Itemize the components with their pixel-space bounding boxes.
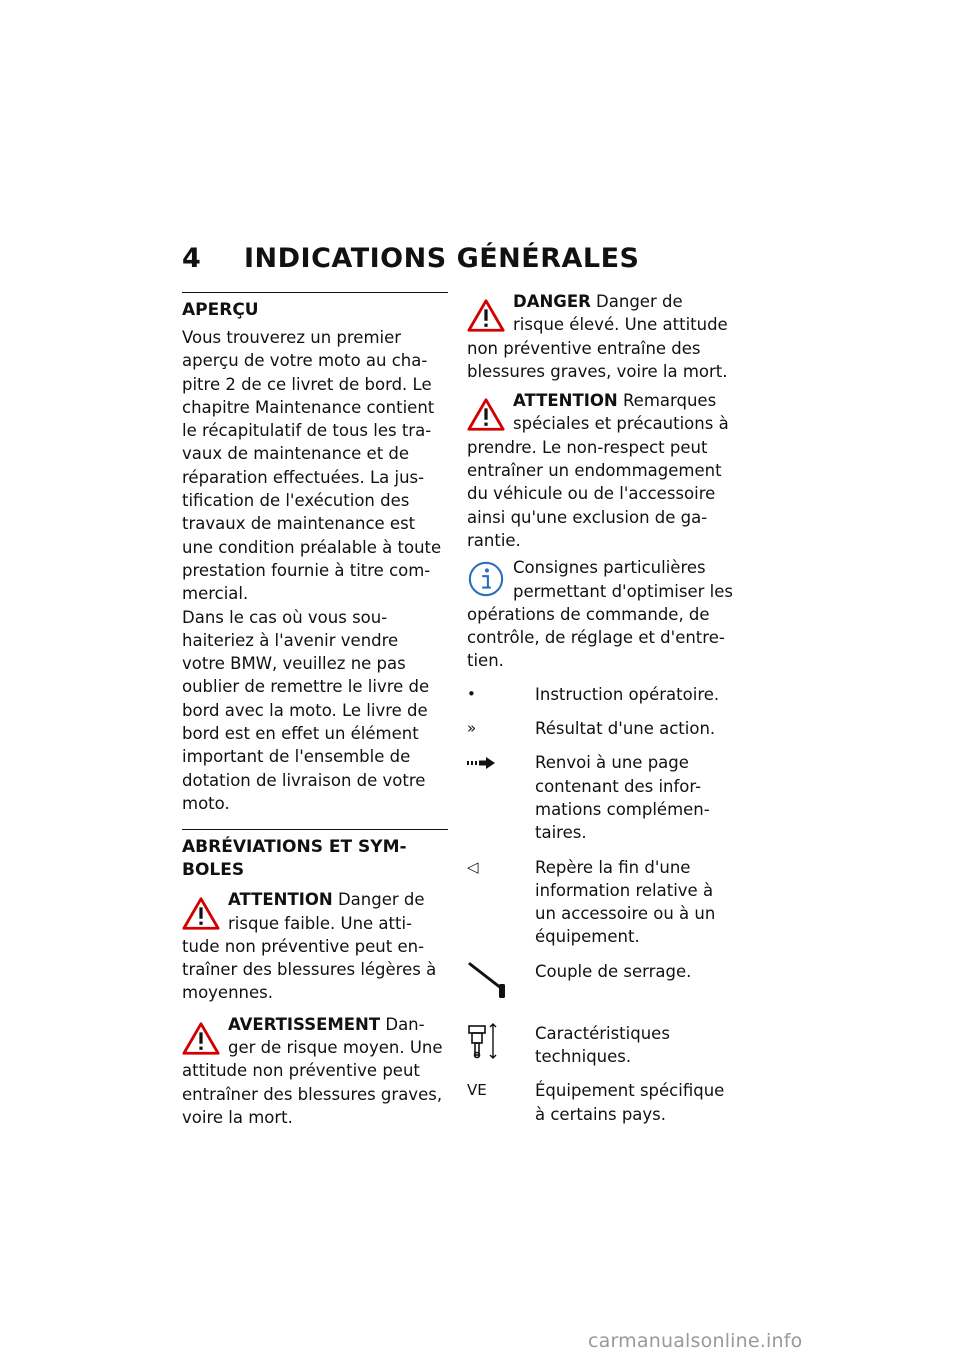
text-line: haiteriez à l'avenir vendre: [182, 630, 399, 650]
warning-triangle-icon: [467, 298, 505, 334]
symbol-description: [535, 1022, 737, 1069]
text-line: mations complémen-: [535, 799, 710, 819]
avertissement-notice: [182, 1013, 448, 1129]
notice-body: [467, 436, 737, 552]
text-line: le récapitulatif de tous les tra-: [182, 421, 432, 441]
text-line: du véhicule ou de l'accessoire: [467, 484, 716, 504]
info-notice: [467, 556, 737, 672]
notice-label: ATTENTION: [513, 391, 618, 411]
notice-body: [467, 337, 737, 384]
attention-notice: [467, 389, 737, 552]
torque-wrench-icon: [467, 960, 535, 1000]
text-line: bord avec la moto. Le livre de: [182, 700, 428, 720]
text-line: Renvoi à une page: [535, 753, 689, 773]
text-line: contrôle, de réglage et d'entre-: [467, 628, 725, 648]
text-line: équipement.: [535, 927, 640, 947]
danger-notice: [467, 290, 737, 383]
symbol-description: [535, 856, 737, 949]
notice-text: risque élevé. Une attitude: [513, 315, 728, 335]
text-line: traîner des blessures légères à: [182, 960, 437, 980]
text-line: important de l'ensemble de: [182, 747, 411, 767]
warning-triangle-icon: [467, 397, 505, 433]
text-line: dotation de livraison de votre: [182, 770, 426, 790]
text-line: bord est en effet un élément: [182, 724, 419, 744]
text-line: rantie.: [467, 530, 521, 550]
bullet-icon: •: [467, 684, 476, 703]
symbol-row: [467, 1079, 737, 1126]
text-line: Équipement spécifique: [535, 1081, 725, 1101]
text-line: taires.: [535, 823, 587, 843]
text-line: pitre 2 de ce livret de bord. Le: [182, 374, 432, 394]
chapter-title: INDICATIONS GÉNÉRALES: [244, 243, 640, 274]
symbol-description: [535, 717, 737, 740]
notice-body: [182, 1059, 448, 1129]
heading-line: ABRÉVIATIONS ET SYM-: [182, 837, 407, 858]
notice-text: Danger de: [337, 890, 425, 910]
symbol-description: [535, 960, 737, 1000]
notice-text: Remarques: [622, 391, 717, 411]
text-line: réparation effectuées. La jus-: [182, 467, 425, 487]
symbol-description: [535, 683, 737, 706]
warning-triangle-icon: [182, 896, 220, 932]
page-reference-arrow-icon: [467, 751, 535, 844]
page-title: [182, 243, 782, 274]
text-line: tification de l'exécution des: [182, 491, 410, 511]
text-line: opérations de commande, de: [467, 604, 710, 624]
text-line: ainsi qu'une exclusion de ga-: [467, 507, 708, 527]
symbol-description: [535, 751, 737, 844]
text-line: blessures graves, voire la mort.: [467, 361, 728, 381]
text-line: contenant des infor-: [535, 776, 702, 796]
apercu-paragraph-2: [182, 606, 448, 816]
symbol-row: [467, 1022, 737, 1069]
left-column: [182, 292, 448, 1133]
chapter-number: 4: [182, 243, 202, 274]
text-line: Repère la fin d'une: [535, 857, 691, 877]
text-line: prendre. Le non-respect peut: [467, 437, 708, 457]
text-line: entraîner des blessures graves,: [182, 1084, 443, 1104]
country-variant-label: VE: [467, 1081, 487, 1100]
text-line: Dans le cas où vous sou-: [182, 607, 388, 627]
text-line: oublier de remettre le livre de: [182, 677, 430, 697]
text-line: vaux de maintenance et de: [182, 444, 410, 464]
text-line: moto.: [182, 793, 230, 813]
warning-triangle-icon: [182, 1021, 220, 1057]
notice-text: spéciales et précautions à: [513, 414, 729, 434]
text-line: un accessoire ou à un: [535, 904, 716, 924]
heading-line: BOLES: [182, 860, 245, 881]
text-line: chapitre Maintenance contient: [182, 397, 435, 417]
symbol-row: [467, 960, 737, 1000]
notice-text: ger de risque moyen. Une: [228, 1038, 443, 1058]
text-line: tude non préventive peut en-: [182, 936, 425, 956]
text-line: Vous trouverez un premier: [182, 328, 402, 347]
text-line: Couple de serrage.: [535, 961, 692, 981]
symbol-row: [467, 856, 737, 949]
text-line: à certains pays.: [535, 1104, 667, 1124]
notice-text: Danger de: [596, 292, 683, 311]
text-line: prestation fournie à titre com-: [182, 560, 431, 580]
symbol-row: [467, 683, 737, 706]
notice-text: risque faible. Une atti-: [228, 913, 413, 933]
right-column: [467, 290, 737, 1137]
notice-text: Dan-: [385, 1014, 425, 1034]
symbol-list: [467, 683, 737, 1126]
text-line: mercial.: [182, 584, 249, 604]
symbol-row: [467, 717, 737, 740]
notice-body: [182, 935, 448, 1005]
end-marker-triangle-icon: ◁: [467, 857, 479, 876]
attention-low-notice: [182, 888, 448, 1004]
notice-text: permettant d'optimiser les: [513, 581, 733, 601]
section-heading-abreviations: [182, 830, 448, 882]
text-line: information relative à: [535, 880, 714, 900]
text-line: Instruction opératoire.: [535, 684, 720, 704]
text-line: attitude non préventive peut: [182, 1061, 420, 1081]
notice-label: AVERTISSEMENT: [228, 1014, 381, 1034]
notice-label: DANGER: [513, 292, 591, 311]
technical-data-icon: [467, 1022, 535, 1069]
text-line: travaux de maintenance est: [182, 514, 416, 534]
text-line: voire la mort.: [182, 1107, 293, 1127]
apercu-paragraph-1: [182, 326, 448, 606]
text-line: tien.: [467, 651, 504, 671]
notice-body: [467, 603, 737, 673]
text-line: techniques.: [535, 1047, 632, 1067]
watermark: carmanualsonline.info: [588, 1330, 803, 1352]
text-line: non préventive entraîne des: [467, 338, 701, 358]
text-line: Résultat d'une action.: [535, 719, 716, 739]
text-line: une condition préalable à toute: [182, 537, 442, 557]
info-icon: [467, 560, 505, 598]
notice-label: ATTENTION: [228, 890, 333, 910]
text-line: entraîner un endommagement: [467, 461, 722, 481]
section-heading-apercu: APERÇU: [182, 300, 259, 320]
text-line: Caractéristiques: [535, 1023, 670, 1043]
symbol-row: [467, 751, 737, 844]
text-line: votre BMW, veuillez ne pas: [182, 654, 406, 674]
notice-text: Consignes particulières: [513, 558, 706, 578]
result-icon: »: [467, 719, 477, 738]
symbol-description: [535, 1079, 737, 1126]
text-line: aperçu de votre moto au cha-: [182, 351, 428, 371]
text-line: moyennes.: [182, 983, 273, 1003]
